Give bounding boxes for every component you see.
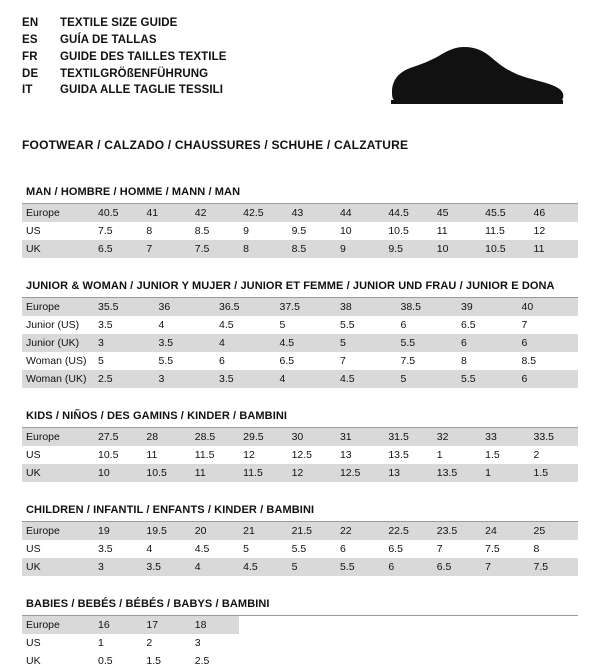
language-title: TEXTILE SIZE GUIDE xyxy=(60,17,178,29)
language-row xyxy=(22,83,227,100)
cell: 8 xyxy=(461,355,467,367)
cell-empty xyxy=(239,652,287,670)
cell: 21.5 xyxy=(288,522,336,540)
size-table-babies xyxy=(22,616,578,670)
row-label: US xyxy=(26,225,41,237)
cell: 33.5 xyxy=(530,428,578,446)
cell: 22 xyxy=(336,522,384,540)
row-label: Europe xyxy=(22,298,94,316)
cell: 6.5 xyxy=(279,355,295,367)
cell: 21 xyxy=(239,522,287,540)
cell: 29.5 xyxy=(239,428,287,446)
cell: 6 xyxy=(339,543,346,555)
cell: 11.5 xyxy=(485,225,505,237)
cell: 7.5 xyxy=(485,543,500,555)
cell-empty xyxy=(336,634,384,652)
cell-empty xyxy=(433,616,481,634)
row-label: UK xyxy=(26,655,41,667)
cell-empty xyxy=(239,634,287,652)
table-row xyxy=(22,222,578,240)
table-row xyxy=(22,370,578,388)
cell: 5.5 xyxy=(457,370,518,388)
cell: 5.5 xyxy=(336,558,384,576)
cell-empty xyxy=(384,634,432,652)
cell: 6 xyxy=(518,370,579,388)
cell: 36 xyxy=(155,298,216,316)
cell: 3.5 xyxy=(155,334,216,352)
cell: 2 xyxy=(146,637,153,649)
row-label: Europe xyxy=(22,616,94,634)
language-row xyxy=(22,16,227,33)
cell: 4.5 xyxy=(239,558,287,576)
language-title-list xyxy=(22,16,227,100)
cell: 19.5 xyxy=(142,522,190,540)
size-table-man xyxy=(22,204,578,258)
cell: 11.5 xyxy=(239,464,287,482)
cell: 4 xyxy=(146,543,153,555)
cell: 9.5 xyxy=(384,240,432,258)
cell: 10 xyxy=(339,225,352,237)
cell: 5 xyxy=(279,319,286,331)
cell-empty xyxy=(288,652,336,670)
cell: 8 xyxy=(239,240,287,258)
cell: 39 xyxy=(457,298,518,316)
cell: 16 xyxy=(94,616,142,634)
row-label: UK xyxy=(22,240,94,258)
cell: 9.5 xyxy=(291,225,307,237)
cell: 13 xyxy=(339,449,352,461)
table-row xyxy=(22,428,578,446)
cell: 43 xyxy=(288,204,336,222)
language-title: GUÍA DE TALLAS xyxy=(60,33,157,46)
cell: 4.5 xyxy=(276,334,337,352)
table-row xyxy=(22,558,578,576)
cell: 5 xyxy=(397,370,458,388)
cell: 6.5 xyxy=(388,543,403,555)
cell: 4 xyxy=(158,319,165,331)
cell: 3 xyxy=(155,370,216,388)
cell: 25 xyxy=(530,522,578,540)
table-row xyxy=(22,316,578,334)
cell: 5 xyxy=(288,558,336,576)
row-label: Woman (US) xyxy=(26,355,87,367)
language-title: TEXTILGRÖßENFÜHRUNG xyxy=(60,67,209,80)
cell: 2 xyxy=(533,449,540,461)
table-row xyxy=(22,540,578,558)
language-row xyxy=(22,33,227,50)
table-row xyxy=(22,652,578,670)
category-block-junior-woman xyxy=(22,280,578,388)
cell: 4.5 xyxy=(194,543,210,555)
cell: 38.5 xyxy=(397,298,458,316)
language-title: GUIDE DES TAILLES TEXTILE xyxy=(60,50,227,63)
table-row xyxy=(22,634,578,652)
dress-shoe-icon xyxy=(380,38,570,108)
table-row xyxy=(22,464,578,482)
cell: 33 xyxy=(481,428,529,446)
cell: 6 xyxy=(457,334,518,352)
category-title: BABIES / BEBÉS / BÉBÉS / BABYS / BAMBINI xyxy=(22,598,578,616)
category-block-children xyxy=(22,504,578,576)
language-code: ES xyxy=(22,33,38,46)
cell: 1 xyxy=(481,464,529,482)
cell: 5.5 xyxy=(291,543,307,555)
category-block-man xyxy=(22,186,578,258)
cell: 45 xyxy=(433,204,481,222)
category-block-kids xyxy=(22,410,578,482)
cell: 45.5 xyxy=(481,204,529,222)
cell: 31.5 xyxy=(384,428,432,446)
table-row xyxy=(22,522,578,540)
cell: 5 xyxy=(243,543,250,555)
cell: 17 xyxy=(142,616,190,634)
cell: 13 xyxy=(384,464,432,482)
size-table-kids xyxy=(22,428,578,482)
cell: 42.5 xyxy=(239,204,287,222)
cell-empty xyxy=(481,634,529,652)
table-row xyxy=(22,446,578,464)
row-label: Europe xyxy=(22,522,94,540)
cell: 2.5 xyxy=(194,655,210,667)
cell: 5.5 xyxy=(397,334,458,352)
cell: 13.5 xyxy=(433,464,481,482)
category-title: MAN / HOMBRE / HOMME / MANN / MAN xyxy=(22,186,578,204)
cell: 5 xyxy=(98,355,104,367)
cell: 6.5 xyxy=(433,558,481,576)
cell: 6 xyxy=(518,334,579,352)
row-label: Woman (UK) xyxy=(22,370,94,388)
cell: 7.5 xyxy=(191,240,239,258)
table-row xyxy=(22,616,578,634)
language-code: EN xyxy=(22,17,39,29)
table-row xyxy=(22,334,578,352)
cell: 6.5 xyxy=(94,240,142,258)
cell: 1 xyxy=(436,449,443,461)
cell: 41 xyxy=(142,204,190,222)
cell-empty xyxy=(433,634,481,652)
table-row xyxy=(22,298,578,316)
cell: 10.5 xyxy=(142,464,190,482)
cell: 6 xyxy=(219,355,225,367)
cell: 3.5 xyxy=(98,319,113,331)
cell: 11 xyxy=(436,225,448,237)
cell: 10 xyxy=(94,464,142,482)
cell: 28.5 xyxy=(191,428,239,446)
cell: 8 xyxy=(533,543,540,555)
cell: 7.5 xyxy=(400,355,416,367)
cell: 12.5 xyxy=(291,449,312,461)
cell-empty xyxy=(288,634,336,652)
cell: 18 xyxy=(191,616,239,634)
cell: 2.5 xyxy=(94,370,155,388)
cell: 4.5 xyxy=(219,319,234,331)
cell: 10.5 xyxy=(98,449,119,461)
cell: 13.5 xyxy=(388,449,409,461)
cell: 3.5 xyxy=(98,543,113,555)
cell: 27.5 xyxy=(94,428,142,446)
language-code: IT xyxy=(22,84,33,97)
cell: 11 xyxy=(146,449,158,461)
cell: 7 xyxy=(436,543,443,555)
cell-empty xyxy=(384,652,432,670)
row-label: Junior (US) xyxy=(26,319,80,331)
category-title: CHILDREN / INFANTIL / ENFANTS / KINDER / BAMBINI xyxy=(22,504,578,522)
page-title: FOOTWEAR / CALZADO / CHAUSSURES / SCHUHE / CALZATURE xyxy=(22,138,409,152)
cell: 23.5 xyxy=(433,522,481,540)
cell: 44.5 xyxy=(384,204,432,222)
cell-empty xyxy=(384,616,432,634)
cell-empty xyxy=(288,616,336,634)
cell: 7 xyxy=(142,240,190,258)
category-block-babies xyxy=(22,598,578,670)
cell: 12 xyxy=(533,225,546,237)
cell-empty xyxy=(530,634,578,652)
cell: 5.5 xyxy=(340,319,355,331)
cell: 19 xyxy=(94,522,142,540)
cell: 3.5 xyxy=(215,370,276,388)
cell: 36.5 xyxy=(215,298,276,316)
cell: 32 xyxy=(433,428,481,446)
cell: 6 xyxy=(400,319,407,331)
cell: 3 xyxy=(194,637,201,649)
cell-empty xyxy=(530,652,578,670)
row-label: UK xyxy=(22,464,94,482)
cell: 7.5 xyxy=(530,558,578,576)
row-label: Europe xyxy=(22,204,94,222)
table-row xyxy=(22,352,578,370)
cell: 38 xyxy=(336,298,397,316)
cell: 44 xyxy=(336,204,384,222)
category-title: JUNIOR & WOMAN / JUNIOR Y MUJER / JUNIOR ET FEMME / JUNIOR UND FRAU / JUNIOR E DONA xyxy=(22,280,578,298)
document-header xyxy=(22,16,578,126)
cell: 4.5 xyxy=(336,370,397,388)
size-table-children xyxy=(22,522,578,576)
cell: 6.5 xyxy=(461,319,476,331)
row-label: Europe xyxy=(22,428,94,446)
cell: 5.5 xyxy=(158,355,174,367)
cell: 7 xyxy=(340,355,346,367)
cell: 5 xyxy=(336,334,397,352)
cell: 1.5 xyxy=(146,655,161,667)
cell: 10.5 xyxy=(388,225,409,237)
cell: 24 xyxy=(481,522,529,540)
category-title: KIDS / NIÑOS / DES GAMINS / KINDER / BAMBINI xyxy=(22,410,578,428)
cell: 1.5 xyxy=(485,449,500,461)
cell: 12 xyxy=(243,449,255,461)
cell: 4 xyxy=(191,558,239,576)
cell: 6 xyxy=(384,558,432,576)
row-label: US xyxy=(26,449,41,461)
row-label: US xyxy=(26,637,41,649)
cell: 7 xyxy=(481,558,529,576)
cell: 12.5 xyxy=(336,464,384,482)
cell: 3 xyxy=(94,558,142,576)
cell: 40 xyxy=(518,298,579,316)
language-row xyxy=(22,67,227,84)
cell: 10 xyxy=(433,240,481,258)
cell: 1.5 xyxy=(530,464,578,482)
cell: 42 xyxy=(191,204,239,222)
cell: 8.5 xyxy=(194,225,210,237)
cell-empty xyxy=(433,652,481,670)
cell: 30 xyxy=(288,428,336,446)
row-label: UK xyxy=(22,558,94,576)
cell: 1 xyxy=(98,637,104,649)
cell: 35.5 xyxy=(94,298,155,316)
cell: 4 xyxy=(215,334,276,352)
cell-empty xyxy=(239,616,287,634)
language-title: GUIDA ALLE TAGLIE TESSILI xyxy=(60,84,224,97)
cell: 0.5 xyxy=(98,655,113,667)
language-row xyxy=(22,50,227,67)
cell: 11.5 xyxy=(194,449,215,461)
cell-empty xyxy=(481,616,529,634)
cell: 28 xyxy=(142,428,190,446)
table-row xyxy=(22,240,578,258)
cell: 12 xyxy=(288,464,336,482)
language-code: DE xyxy=(22,67,39,80)
cell: 3 xyxy=(94,334,155,352)
cell: 4 xyxy=(276,370,337,388)
row-label: US xyxy=(26,543,41,555)
size-table-junior-woman xyxy=(22,298,578,388)
cell: 20 xyxy=(191,522,239,540)
cell: 7 xyxy=(521,319,528,331)
table-row xyxy=(22,204,578,222)
cell: 40.5 xyxy=(94,204,142,222)
cell: 37.5 xyxy=(276,298,337,316)
cell: 10.5 xyxy=(481,240,529,258)
cell: 8.5 xyxy=(521,355,537,367)
cell: 9 xyxy=(336,240,384,258)
language-code: FR xyxy=(22,50,38,63)
cell: 3.5 xyxy=(142,558,190,576)
cell-empty xyxy=(336,616,384,634)
cell: 11 xyxy=(530,240,578,258)
cell: 46 xyxy=(530,204,578,222)
cell: 8.5 xyxy=(288,240,336,258)
cell: 8 xyxy=(146,225,153,237)
cell: 9 xyxy=(243,225,250,237)
cell-empty xyxy=(336,652,384,670)
cell: 31 xyxy=(336,428,384,446)
row-label: Junior (UK) xyxy=(22,334,94,352)
cell: 22.5 xyxy=(384,522,432,540)
cell: 11 xyxy=(191,464,239,482)
cell-empty xyxy=(481,652,529,670)
cell: 7.5 xyxy=(98,225,113,237)
cell-empty xyxy=(530,616,578,634)
